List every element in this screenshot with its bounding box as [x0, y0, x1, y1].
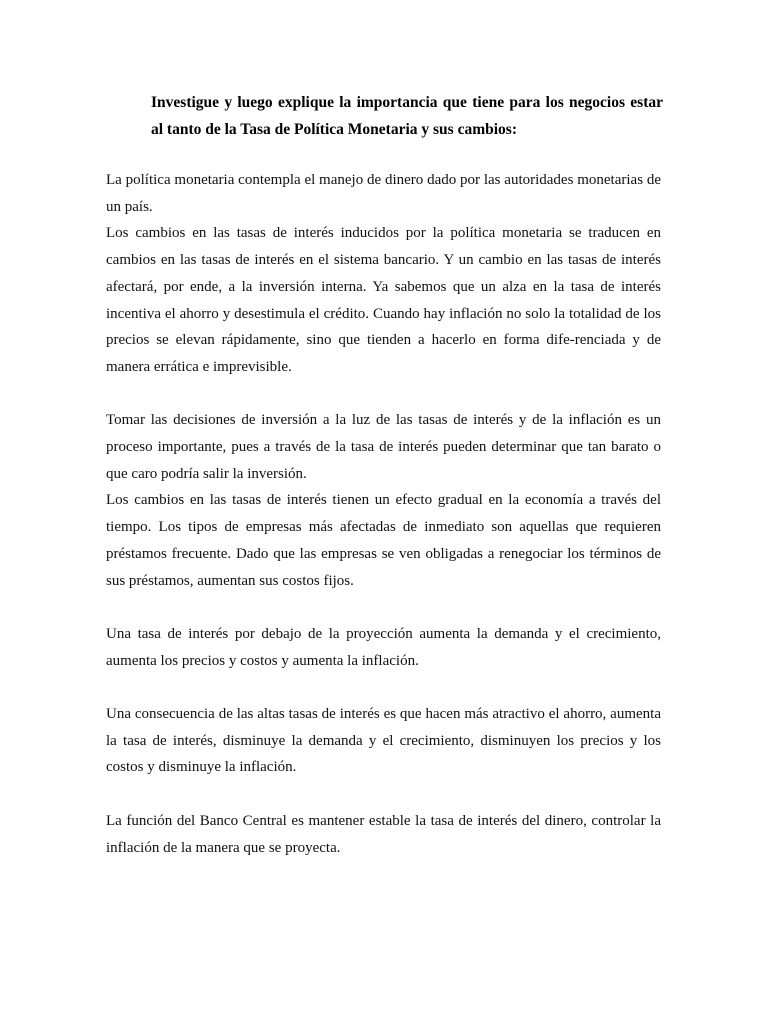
document-body [106, 167, 661, 861]
question-heading: Investigue y luego explique la importancia que tiene para los negocios estar al tanto de la Tasa de Política Monetaria y sus cambios: [151, 94, 663, 138]
paragraph-high-rate: Una consecuencia de las altas tasas de interés es que hacen más atractivo el ahorro, aumenta la tasa de interés, disminuye la demanda y el crecimiento, disminuyen los precios y los costos y disminuye la inflación. [106, 706, 661, 776]
paragraph-gradual-effect: Los cambios en las tasas de interés tienen un efecto gradual en la economía a través del tiempo. Los tipos de empresas más afectadas de inmediato son aquellas que requieren préstamos frecuente. Dado que las empresas se ven obligadas a renegociar los términos de sus préstamos, aumentan sus costos fijos. [106, 492, 661, 589]
paragraph-investment-decisions: Tomar las decisiones de inversión a la luz de las tasas de interés y de la inflación es un proceso importante, pues a través de la tasa de interés pueden determinar que tan barato o que caro podría salir la inversión. [106, 412, 661, 482]
paragraph-interest-rate-changes: Los cambios en las tasas de interés inducidos por la política monetaria se traducen en cambios en las tasas de interés en el sistema bancario. Y un cambio en las tasas de interés afectará, por ende, a la inversión interna. Ya sabemos que un alza en la tasa de interés incentiva el ahorro y desestimula el crédito. Cuando hay inflación no solo la totalidad de los precios se elevan rápidamente, sino que tienden a hacerlo en forma dife-renciada y de manera errática e imprevisible. [106, 225, 661, 375]
paragraph-low-rate: Una tasa de interés por debajo de la proyección aumenta la demanda y el crecimiento, aumenta los precios y costos y aumenta la inflación. [106, 625, 661, 669]
paragraph-monetary-policy: La política monetaria contempla el manejo de dinero dado por las autoridades monetarias de un país. [106, 172, 661, 215]
paragraph-central-bank: La función del Banco Central es mantener estable la tasa de interés del dinero, controlar la inflación de la manera que se proyecta. [106, 812, 661, 856]
